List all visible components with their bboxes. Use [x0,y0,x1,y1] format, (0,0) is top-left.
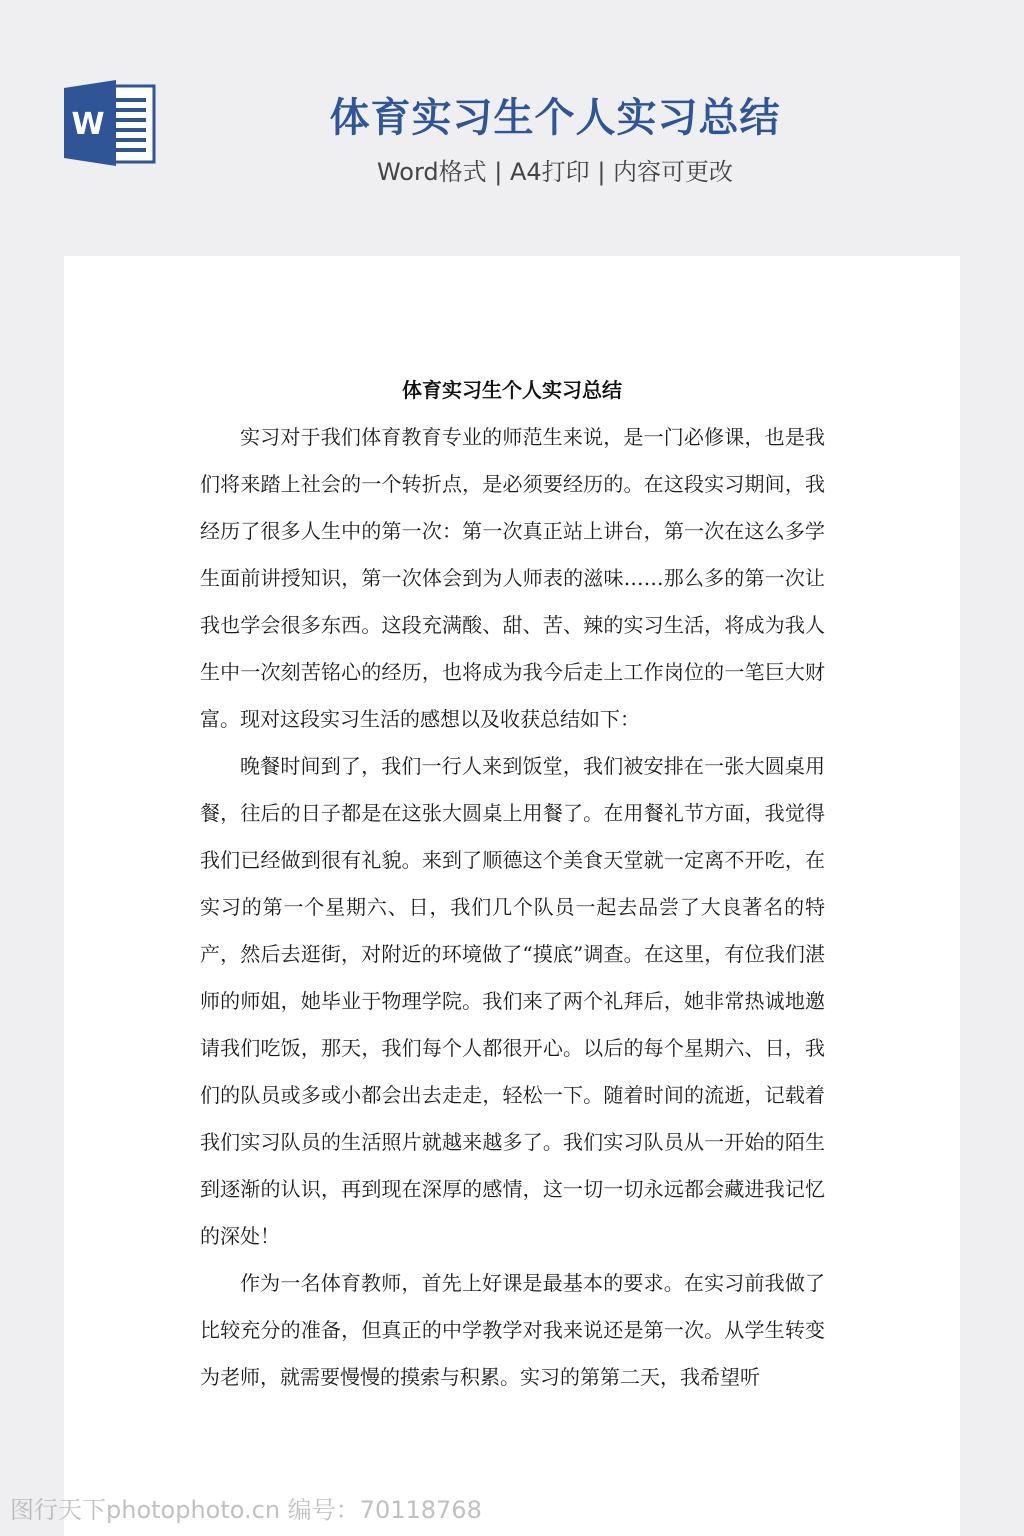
paragraph: 实习对于我们体育教育专业的师范生来说，是一门必修课，也是我们将来踏上社会的一个转折点，是必须要经历的。在这段实习期间，我经历了很多人生中的第一次：第一次真正站上讲台，第一次在这么多学生面前讲授知识，第一次体会到为人师表的滋味……那么多的第一次让我也学会很多东西。这段充满酸、甜、苦、辣的实习生活，将成为我人生中一次刻苦铭心的经历，也将成为我今后走上工作岗位的一笔巨大财富。现对这段实习生活的感想以及收获总结如下： [200,425,825,731]
paragraph: 晚餐时间到了，我们一行人来到饭堂，我们被安排在一张大圆桌用餐，往后的日子都是在这张大圆桌上用餐了。在用餐礼节方面，我觉得我们已经做到很有礼貌。来到了顺德这个美食天堂就一定离不开吃，在实习的第一个星期六、日，我们几个队员一起去品尝了大良著名的特产，然后去逛街，对附近的环境做了“摸底”调查。在这里，有位我们湛师的师姐，她毕业于物理学院。我们来了两个礼拜后，她非常热诚地邀请我们吃饭，那天，我们每个人都很开心。以后的每个星期六、日，我们的队员或多或小都会出去走走，轻松一下。随着时间的流逝，记载着我们实习队员的生活照片就越来越多了。我们实习队员从一开始的陌生到逐渐的认识，再到现在深厚的感情，这一切一切永远都会藏进我记忆的深处！ [200,754,825,1248]
word-icon-letter: W [71,107,105,142]
word-document-icon [64,80,158,166]
document-body [200,414,825,1401]
banner-title: 体育实习生个人实习总结 [329,95,781,141]
watermark: 图行天下photophoto.cn 编号：70118768 [10,1496,482,1524]
banner-subtitle: Word格式 | A4打印 | 内容可更改 [376,158,734,186]
paragraph: 作为一名体育教师，首先上好课是最基本的要求。在实习前我做了比较充分的准备，但真正的中学教学对我来说还是第一次。从学生转变为老师，就需要慢慢的摸索与积累。实习的第第二天，我希望听 [200,1271,825,1389]
document-title: 体育实习生个人实习总结 [402,378,622,402]
document-page [64,256,960,1536]
header-banner [0,0,1024,240]
